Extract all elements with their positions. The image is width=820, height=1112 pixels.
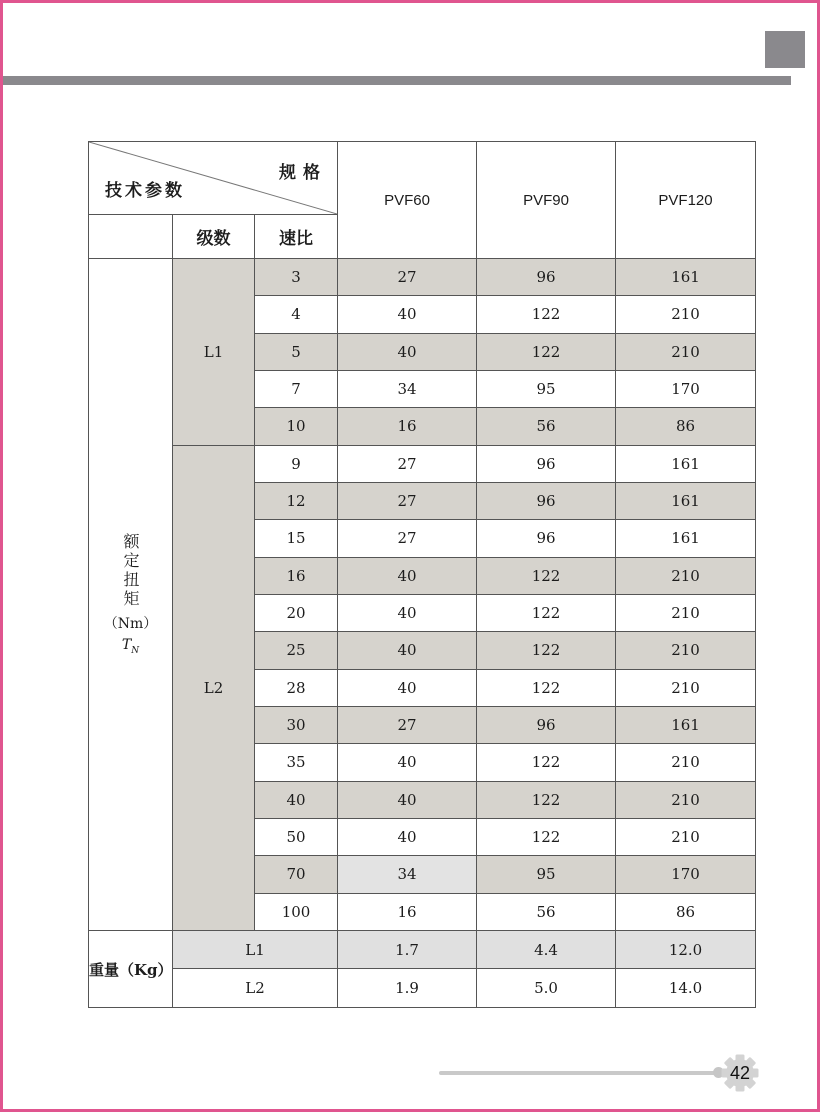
value-cell: 210 — [616, 557, 756, 594]
value-cell: 122 — [477, 744, 616, 781]
value-cell: 122 — [477, 669, 616, 706]
ratio-cell: 5 — [255, 333, 338, 370]
ratio-cell: 12 — [255, 482, 338, 519]
column-header-pvf60: PVF60 — [338, 142, 477, 259]
value-cell: 170 — [616, 370, 756, 407]
stage-header: 级数 — [173, 215, 255, 259]
value-cell: 96 — [477, 482, 616, 519]
header-gray-bar — [3, 76, 791, 85]
weight-row-label: 重量（Kg） — [89, 931, 173, 1008]
value-cell: 122 — [477, 594, 616, 631]
torque-symbol: $T_N$ — [121, 637, 140, 656]
ratio-cell: 28 — [255, 669, 338, 706]
value-cell: 40 — [338, 296, 477, 333]
value-cell: 170 — [616, 856, 756, 893]
value-cell: 40 — [338, 781, 477, 818]
value-cell: 96 — [477, 520, 616, 557]
page-number-badge — [720, 1053, 760, 1093]
weight-value-cell: 1.7 — [338, 931, 477, 969]
value-cell: 16 — [338, 408, 477, 445]
ratio-cell: 20 — [255, 594, 338, 631]
footer-rule-line — [439, 1071, 715, 1075]
ratio-cell: 100 — [255, 893, 338, 930]
value-cell: 210 — [616, 594, 756, 631]
value-cell: 27 — [338, 445, 477, 482]
table-row — [89, 931, 756, 969]
value-cell: 40 — [338, 333, 477, 370]
ratio-cell: 15 — [255, 520, 338, 557]
value-cell: 210 — [616, 818, 756, 855]
value-cell: 95 — [477, 370, 616, 407]
spec-table — [88, 141, 756, 1008]
ratio-cell: 35 — [255, 744, 338, 781]
value-cell: 40 — [338, 669, 477, 706]
ratio-cell: 16 — [255, 557, 338, 594]
value-cell: 40 — [338, 818, 477, 855]
value-cell: 210 — [616, 781, 756, 818]
ratio-cell: 9 — [255, 445, 338, 482]
ratio-header: 速比 — [255, 215, 338, 259]
value-cell: 95 — [477, 856, 616, 893]
value-cell: 34 — [338, 856, 477, 893]
weight-value-cell: 1.9 — [338, 969, 477, 1008]
value-cell: 86 — [616, 408, 756, 445]
torque-row-label — [89, 259, 173, 931]
value-cell: 86 — [616, 893, 756, 930]
value-cell: 210 — [616, 296, 756, 333]
table-row — [89, 445, 756, 482]
table-row — [89, 969, 756, 1008]
value-cell: 122 — [477, 333, 616, 370]
group-label-l1: L1 — [173, 259, 255, 446]
weight-value-cell: 14.0 — [616, 969, 756, 1008]
value-cell: 40 — [338, 557, 477, 594]
value-cell: 210 — [616, 632, 756, 669]
torque-title: 额定扭矩 — [121, 533, 140, 610]
value-cell: 40 — [338, 594, 477, 631]
ratio-cell: 70 — [255, 856, 338, 893]
value-cell: 161 — [616, 706, 756, 743]
value-cell: 40 — [338, 632, 477, 669]
group-label-l2: L2 — [173, 445, 255, 930]
value-cell: 27 — [338, 520, 477, 557]
weight-value-cell: 5.0 — [477, 969, 616, 1008]
value-cell: 161 — [616, 482, 756, 519]
empty-header-cell — [89, 215, 173, 259]
ratio-cell: 3 — [255, 259, 338, 296]
spec-header-label: 规格 — [279, 163, 328, 183]
ratio-cell: 25 — [255, 632, 338, 669]
value-cell: 40 — [338, 744, 477, 781]
ratio-cell: 40 — [255, 781, 338, 818]
weight-group-l1: L1 — [173, 931, 338, 969]
weight-value-cell: 12.0 — [616, 931, 756, 969]
value-cell: 27 — [338, 259, 477, 296]
value-cell: 161 — [616, 520, 756, 557]
weight-value-cell: 4.4 — [477, 931, 616, 969]
ratio-cell: 50 — [255, 818, 338, 855]
value-cell: 161 — [616, 259, 756, 296]
value-cell: 27 — [338, 482, 477, 519]
column-header-pvf90: PVF90 — [477, 142, 616, 259]
value-cell: 96 — [477, 706, 616, 743]
value-cell: 96 — [477, 259, 616, 296]
header-gray-block — [765, 31, 805, 68]
value-cell: 122 — [477, 781, 616, 818]
value-cell: 161 — [616, 445, 756, 482]
page-number: 42 — [729, 1062, 751, 1083]
weight-group-l2: L2 — [173, 969, 338, 1008]
value-cell: 96 — [477, 445, 616, 482]
torque-unit: （Nm） — [103, 616, 158, 633]
value-cell: 122 — [477, 632, 616, 669]
value-cell: 210 — [616, 744, 756, 781]
ratio-cell: 7 — [255, 370, 338, 407]
value-cell: 122 — [477, 557, 616, 594]
ratio-cell: 4 — [255, 296, 338, 333]
diagonal-header-cell — [89, 142, 338, 215]
value-cell: 210 — [616, 333, 756, 370]
value-cell: 27 — [338, 706, 477, 743]
value-cell: 16 — [338, 893, 477, 930]
value-cell: 122 — [477, 818, 616, 855]
value-cell: 210 — [616, 669, 756, 706]
ratio-cell: 10 — [255, 408, 338, 445]
value-cell: 56 — [477, 893, 616, 930]
param-header-label: 技术参数 — [105, 181, 185, 201]
ratio-cell: 30 — [255, 706, 338, 743]
value-cell: 34 — [338, 370, 477, 407]
table-row — [89, 259, 756, 296]
column-header-pvf120: PVF120 — [616, 142, 756, 259]
value-cell: 122 — [477, 296, 616, 333]
value-cell: 56 — [477, 408, 616, 445]
